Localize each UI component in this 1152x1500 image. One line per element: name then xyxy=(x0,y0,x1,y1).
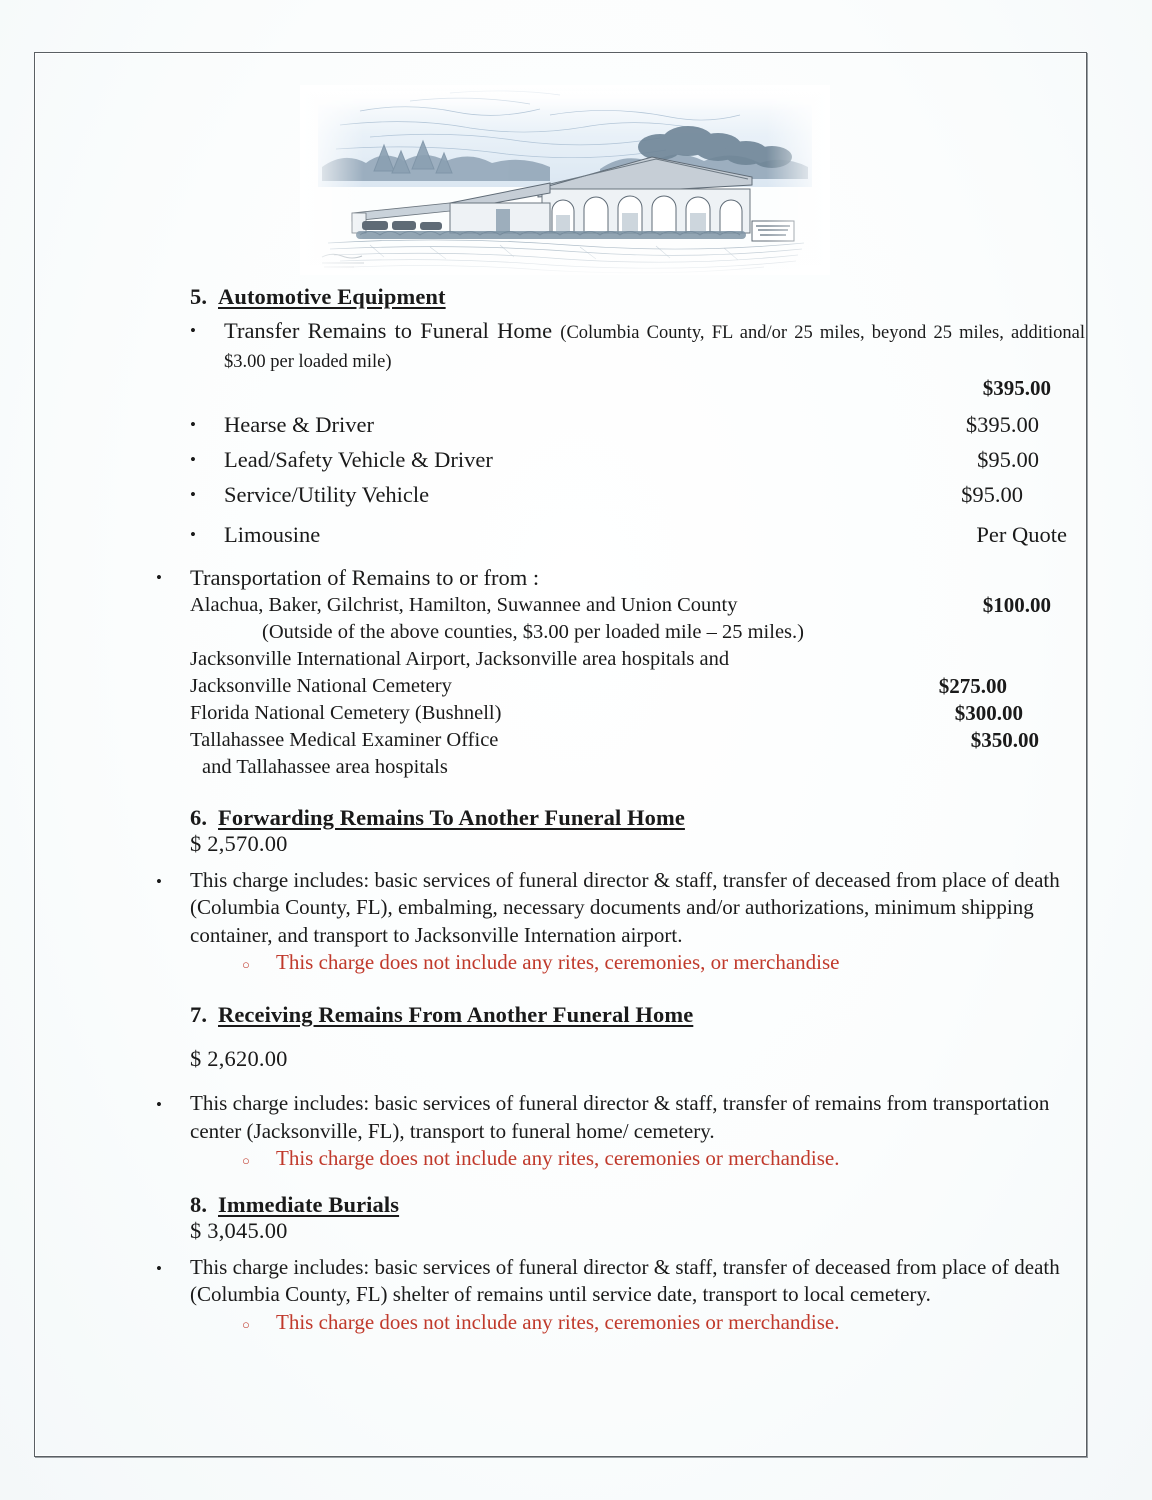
forwarding-includes-text: This charge includes: basic services of funeral director & staff, transfer of deceased from place of death (Columbia County, FL), embalming, necessary documents and/or authorizations, minimum shipping container, and transport to Jacksonville Internation airport. xyxy=(190,868,1060,947)
document-page xyxy=(34,52,1085,1455)
item-label: Hearse & Driver xyxy=(224,411,374,437)
list-item-forwarding-exclusion xyxy=(242,949,1085,978)
bullet-icon xyxy=(190,520,224,549)
transportation-counties-label: Alachua, Baker, Gilchrist, Hamilton, Suwannee and Union County xyxy=(190,594,738,616)
section-number: 6. xyxy=(190,805,208,831)
bullet-icon xyxy=(156,1090,190,1119)
section-number: 5. xyxy=(190,284,208,309)
item-price: $395.00 xyxy=(982,375,1051,400)
list-item-hearse-driver xyxy=(190,410,1085,439)
item-price: Per Quote xyxy=(976,521,1067,547)
transportation-counties-row xyxy=(156,592,1085,619)
hollow-bullet-icon xyxy=(242,1145,276,1174)
transportation-tallahassee-price: $350.00 xyxy=(970,728,1039,753)
hollow-bullet-icon xyxy=(242,949,276,978)
section-number: 7. xyxy=(190,1002,208,1028)
item-label: Limousine xyxy=(224,521,321,547)
section-title: Receiving Remains From Another Funeral Home xyxy=(218,1002,694,1028)
immediate-burials-exclusion-text: This charge does not include any rites, ceremonies or merchandise. xyxy=(276,1309,840,1334)
bullet-icon xyxy=(156,1254,190,1283)
section-price-immediate-burials: $ 3,045.00 xyxy=(190,1218,288,1244)
section-heading-automotive-equipment xyxy=(190,284,1085,310)
section-title: Immediate Burials xyxy=(218,1192,400,1218)
list-item-lead-safety-vehicle xyxy=(190,445,1085,474)
transportation-heading: Transportation of Remains to or from : xyxy=(190,564,540,590)
section-title: Automotive Equipment xyxy=(218,284,446,309)
forwarding-exclusion-text: This charge does not include any rites, ceremonies, or merchandise xyxy=(276,950,840,974)
item-label: Service/Utility Vehicle xyxy=(224,482,430,508)
transportation-jax-price: $275.00 xyxy=(938,673,1007,698)
transportation-jax-row-2 xyxy=(156,673,1085,700)
price-row-transfer-remains xyxy=(190,375,1085,404)
transportation-jax-label-1: Jacksonville International Airport, Jacksonville area hospitals and xyxy=(190,647,730,670)
transportation-tallahassee-row xyxy=(156,727,1085,754)
item-price: $95.00 xyxy=(961,482,1023,508)
list-item-immediate-burials-exclusion xyxy=(242,1309,1085,1338)
list-item-transportation-of-remains xyxy=(156,563,1085,592)
bullet-icon xyxy=(190,445,224,474)
list-item-receiving-includes xyxy=(156,1090,1085,1145)
transportation-jax-row-1 xyxy=(156,646,1085,673)
immediate-burials-includes-text: This charge includes: basic services of funeral director & staff, transfer of deceased from place of death (Columbia County, FL) shelter of remains until service date, transport to local cemetery. xyxy=(190,1255,1060,1307)
list-item-transfer-remains xyxy=(190,316,1085,375)
section-heading-forwarding-remains xyxy=(190,805,1085,831)
transportation-bushnell-row xyxy=(156,700,1085,727)
transportation-jax-label-2: Jacksonville National Cemetery xyxy=(190,674,452,697)
bullet-icon xyxy=(156,867,190,896)
item-note: (Columbia County, FL and/or 25 miles, beyond 25 miles, additional $3.00 per loaded mile) xyxy=(224,323,1085,373)
receiving-includes-text: This charge includes: basic services of funeral director & staff, transfer of remains from transportation center (Jacksonville, FL), transport to funeral home/ cemetery. xyxy=(190,1091,1050,1143)
transportation-tallahassee-label-2: and Tallahassee area hospitals xyxy=(202,756,448,779)
bullet-icon xyxy=(190,480,224,509)
funeral-home-building-illustration xyxy=(300,85,830,275)
transportation-counties-note: (Outside of the above counties, $3.00 per loaded mile – 25 miles.) xyxy=(262,621,804,644)
section-heading-receiving-remains xyxy=(190,1002,1085,1028)
item-label: Lead/Safety Vehicle & Driver xyxy=(224,447,493,472)
price-list-body xyxy=(34,284,1085,1338)
transportation-counties-note-row xyxy=(156,619,1085,646)
transportation-tallahassee-label: Tallahassee Medical Examiner Office xyxy=(190,729,499,752)
item-price: $395.00 xyxy=(965,411,1039,437)
transportation-bushnell-label: Florida National Cemetery (Bushnell) xyxy=(190,701,502,724)
transportation-tallahassee-row-2 xyxy=(156,754,1085,781)
section-price-receiving-remains: $ 2,620.00 xyxy=(190,1046,288,1072)
receiving-exclusion-text: This charge does not include any rites, ceremonies or merchandise. xyxy=(276,1145,840,1170)
bullet-icon xyxy=(156,563,190,592)
bullet-icon xyxy=(190,316,224,345)
transportation-counties-price: $100.00 xyxy=(982,593,1051,617)
list-item-immediate-burials-includes xyxy=(156,1254,1085,1309)
list-item-service-utility-vehicle xyxy=(190,480,1085,509)
list-item-receiving-exclusion xyxy=(242,1145,1085,1174)
item-price: $95.00 xyxy=(977,447,1039,472)
hollow-bullet-icon xyxy=(242,1309,276,1338)
bullet-icon xyxy=(190,410,224,439)
section-heading-immediate-burials xyxy=(190,1192,1085,1218)
section-number: 8. xyxy=(190,1192,208,1218)
item-label: Transfer Remains to Funeral Home xyxy=(224,318,553,343)
list-item-limousine xyxy=(190,520,1085,549)
section-price-forwarding-remains: $ 2,570.00 xyxy=(190,831,288,857)
list-item-forwarding-includes xyxy=(156,867,1085,949)
transportation-bushnell-price: $300.00 xyxy=(954,700,1023,725)
section-title: Forwarding Remains To Another Funeral Home xyxy=(218,805,685,831)
